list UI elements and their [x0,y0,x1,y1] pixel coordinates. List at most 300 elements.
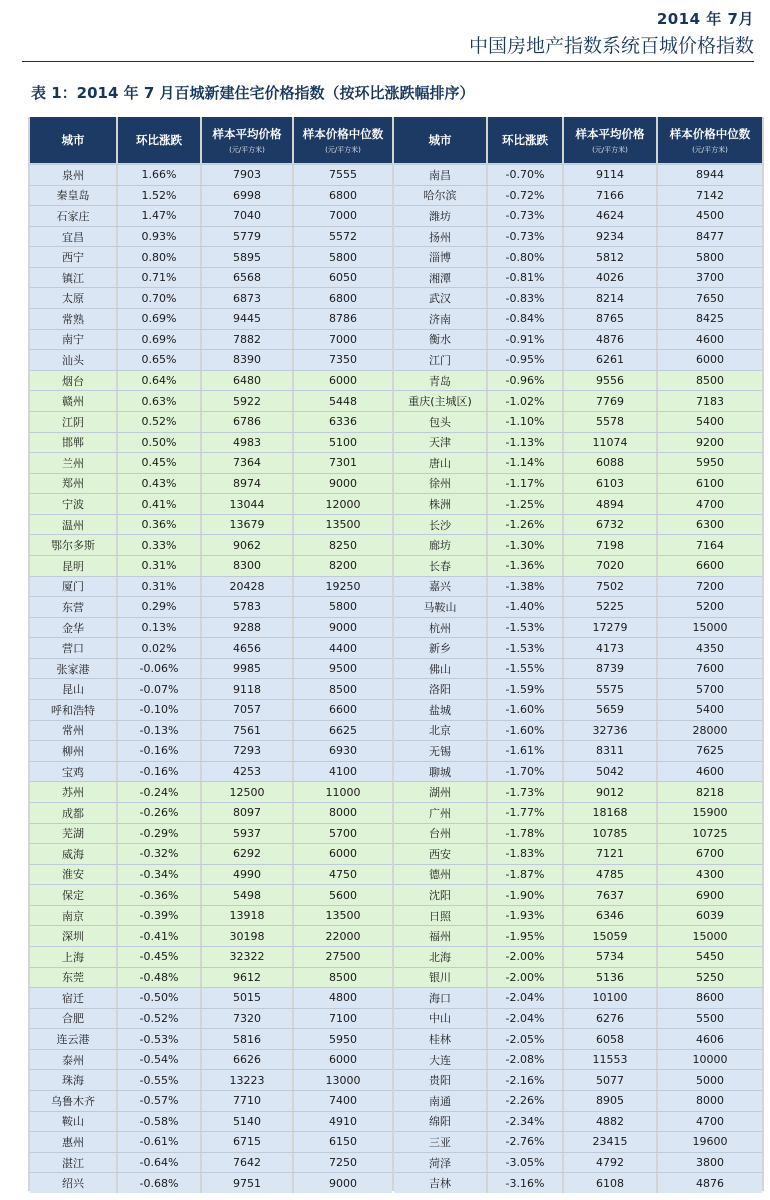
median-price-cell: 7200 [696,579,724,593]
mom-change-cell: -1.78% [488,824,564,844]
median-price-cell: 8000 [329,806,357,820]
city-cell: 天津 [394,433,488,453]
median-price-cell: 19600 [692,1135,728,1149]
table-row [30,781,392,802]
col-header-unit: (元/平方米) [229,145,265,154]
city-cell: 盐城 [394,700,488,720]
mom-change-cell: -0.68% [118,1173,202,1193]
table-row [394,1090,762,1111]
table-row [30,411,392,432]
median-price-cell: 6000 [329,374,357,388]
mom-change-cell: 0.71% [118,268,202,288]
city-cell: 张家港 [30,659,118,679]
mom-change-cell: 0.36% [118,515,202,535]
median-price-cell: 5572 [329,230,357,244]
avg-price-cell: 7198 [564,535,658,555]
avg-price-cell: 7502 [564,577,658,597]
table-body-right [394,164,762,1193]
median-price-cell: 28000 [692,723,728,737]
mom-change-cell: -0.16% [118,762,202,782]
city-cell: 湘潭 [394,268,488,288]
mom-change-cell: 0.43% [118,474,202,494]
city-cell: 杭州 [394,618,488,638]
median-price-cell: 8477 [696,230,724,244]
city-cell: 嘉兴 [394,577,488,597]
mom-change-cell: -1.59% [488,679,564,699]
avg-price-cell: 8765 [564,309,658,329]
mom-change-cell: -1.14% [488,453,564,473]
median-price-cell: 6625 [329,723,357,737]
header-divider [22,61,754,62]
mom-change-cell: -0.53% [118,1029,202,1049]
mom-change-cell: -3.16% [488,1173,564,1193]
mom-change-cell: -0.73% [488,227,564,247]
city-cell: 西安 [394,844,488,864]
table-row [30,987,392,1008]
city-cell: 武汉 [394,288,488,308]
avg-price-cell: 8974 [202,474,294,494]
mom-change-cell: 0.69% [118,330,202,350]
mom-change-cell: -1.26% [488,515,564,535]
avg-price-cell: 5783 [202,597,294,617]
mom-change-cell: -0.24% [118,782,202,802]
table-row [394,411,762,432]
col-header-unit: (元/平方米) [325,145,361,154]
mom-change-cell: -0.32% [118,844,202,864]
mom-change-cell: -2.00% [488,947,564,967]
city-cell: 宝鸡 [30,762,118,782]
avg-price-cell: 9234 [564,227,658,247]
mom-change-cell: 0.70% [118,288,202,308]
avg-price-cell: 6873 [202,288,294,308]
city-cell: 芜湖 [30,824,118,844]
col-header-mom [488,117,564,163]
table-row [30,843,392,864]
col-header-city-label: 城市 [428,133,452,147]
median-price-cell: 6700 [696,847,724,861]
city-cell: 吉林 [394,1173,488,1193]
table-row [30,617,392,638]
city-cell: 柳州 [30,741,118,761]
median-price-cell: 7301 [329,456,357,470]
avg-price-cell: 5734 [564,947,658,967]
city-cell: 秦皇岛 [30,186,118,206]
city-cell: 南昌 [394,165,488,185]
mom-change-cell: -0.58% [118,1112,202,1132]
median-price-cell: 5450 [696,950,724,964]
median-price-cell: 8600 [696,991,724,1005]
median-price-cell: 19250 [325,579,361,593]
median-price-cell: 13500 [325,518,361,532]
city-cell: 合肥 [30,1009,118,1029]
table-row [30,1131,392,1152]
city-cell: 马鞍山 [394,597,488,617]
table-caption: 表 1：2014 年 7 月百城新建住宅价格指数（按环比涨跌幅排序） [31,84,475,102]
mom-change-cell: -0.72% [488,186,564,206]
city-cell: 东营 [30,597,118,617]
city-cell: 泰州 [30,1050,118,1070]
mom-change-cell: -1.77% [488,803,564,823]
city-cell: 佛山 [394,659,488,679]
median-price-cell: 5500 [696,1011,724,1025]
median-price-cell: 8000 [696,1094,724,1108]
table-row [30,473,392,494]
median-price-cell: 5800 [696,250,724,264]
city-cell: 洛阳 [394,679,488,699]
median-price-cell: 9200 [696,435,724,449]
table-row [394,452,762,473]
median-price-cell: 4876 [696,1176,724,1190]
city-cell: 威海 [30,844,118,864]
avg-price-cell: 7057 [202,700,294,720]
table-row [30,637,392,658]
mom-change-cell: -1.83% [488,844,564,864]
table-row [30,1028,392,1049]
city-cell: 北海 [394,947,488,967]
mom-change-cell: -1.13% [488,433,564,453]
median-price-cell: 8500 [329,682,357,696]
median-price-cell: 6100 [696,476,724,490]
avg-price-cell: 13918 [202,906,294,926]
mom-change-cell: -0.06% [118,659,202,679]
city-cell: 无锡 [394,741,488,761]
median-price-cell: 9000 [329,476,357,490]
city-cell: 惠州 [30,1132,118,1152]
mom-change-cell: -0.41% [118,926,202,946]
city-cell: 南京 [30,906,118,926]
mom-change-cell: -1.73% [488,782,564,802]
mom-change-cell: 1.66% [118,165,202,185]
table-row [394,308,762,329]
median-price-cell: 3700 [696,271,724,285]
report-year: 2014 [656,10,701,28]
median-price-cell: 7000 [329,209,357,223]
median-price-cell: 7000 [329,332,357,346]
city-cell: 邯郸 [30,433,118,453]
city-cell: 中山 [394,1009,488,1029]
col-header-city [394,117,488,163]
city-cell: 江门 [394,350,488,370]
avg-price-cell: 7882 [202,330,294,350]
price-index-table [28,117,764,1191]
table-row [394,287,762,308]
mom-change-cell: -1.53% [488,638,564,658]
avg-price-cell: 7769 [564,391,658,411]
avg-price-cell: 4624 [564,206,658,226]
avg-price-cell: 4983 [202,433,294,453]
avg-price-cell: 4173 [564,638,658,658]
median-price-cell: 6600 [329,703,357,717]
median-price-cell: 7350 [329,353,357,367]
table-left-half [30,117,392,1193]
median-price-cell: 4350 [696,641,724,655]
avg-price-cell: 4882 [564,1112,658,1132]
table-row [394,905,762,926]
city-cell: 珠海 [30,1070,118,1090]
avg-price-cell: 6346 [564,906,658,926]
avg-price-cell: 8390 [202,350,294,370]
avg-price-cell: 20428 [202,577,294,597]
mom-change-cell: -0.70% [488,165,564,185]
avg-price-cell: 5659 [564,700,658,720]
city-cell: 淄博 [394,247,488,267]
table-row [394,185,762,206]
table-row [30,246,392,267]
median-price-cell: 4750 [329,867,357,881]
city-cell: 广州 [394,803,488,823]
table-row [30,720,392,741]
table-header-row [394,117,762,164]
table-row [30,802,392,823]
mom-change-cell: -0.81% [488,268,564,288]
city-cell: 呼和浩特 [30,700,118,720]
table-row [30,432,392,453]
city-cell: 苏州 [30,782,118,802]
table-row [394,432,762,453]
mom-change-cell: 0.63% [118,391,202,411]
report-month: 7 [727,10,739,28]
city-cell: 福州 [394,926,488,946]
median-price-cell: 5800 [329,600,357,614]
table-row [394,781,762,802]
avg-price-cell: 5498 [202,885,294,905]
median-price-cell: 6050 [329,271,357,285]
median-price-cell: 6039 [696,909,724,923]
city-cell: 日照 [394,906,488,926]
avg-price-cell: 7364 [202,453,294,473]
table-row [30,678,392,699]
city-cell: 宁波 [30,494,118,514]
table-row [30,390,392,411]
median-price-cell: 6930 [329,744,357,758]
mom-change-cell: -1.55% [488,659,564,679]
city-cell: 南宁 [30,330,118,350]
median-price-cell: 5950 [329,1032,357,1046]
city-cell: 青岛 [394,371,488,391]
avg-price-cell: 7561 [202,721,294,741]
city-cell: 新乡 [394,638,488,658]
avg-price-cell: 11074 [564,433,658,453]
table-row [30,823,392,844]
avg-price-cell: 5015 [202,988,294,1008]
mom-change-cell: -0.57% [118,1091,202,1111]
mom-change-cell: -0.73% [488,206,564,226]
table-row [30,493,392,514]
mom-change-cell: 0.65% [118,350,202,370]
median-price-cell: 8200 [329,559,357,573]
city-cell: 深圳 [30,926,118,946]
mom-change-cell: -0.16% [118,741,202,761]
median-price-cell: 7400 [329,1094,357,1108]
table-row [394,267,762,288]
mom-change-cell: -0.54% [118,1050,202,1070]
table-row [394,925,762,946]
city-cell: 长沙 [394,515,488,535]
avg-price-cell: 8739 [564,659,658,679]
avg-price-cell: 5225 [564,597,658,617]
mom-change-cell: 0.29% [118,597,202,617]
table-row [394,493,762,514]
avg-price-cell: 4026 [564,268,658,288]
mom-change-cell: -2.16% [488,1070,564,1090]
col-header-avg-price [564,117,658,163]
median-price-cell: 8218 [696,785,724,799]
table-row [30,946,392,967]
table-row [30,349,392,370]
table-row [394,1008,762,1029]
city-cell: 昆明 [30,556,118,576]
col-header-city [30,117,118,163]
table-row [394,555,762,576]
city-cell: 鄂尔多斯 [30,535,118,555]
table-row [394,761,762,782]
mom-change-cell: -1.90% [488,885,564,905]
table-row [30,534,392,555]
city-cell: 上海 [30,947,118,967]
col-header-unit: (元/平方米) [692,145,728,154]
mom-change-cell: -1.17% [488,474,564,494]
median-price-cell: 4300 [696,867,724,881]
table-row [30,925,392,946]
avg-price-cell: 8214 [564,288,658,308]
avg-price-cell: 9114 [564,165,658,185]
table-row [30,185,392,206]
mom-change-cell: -1.60% [488,721,564,741]
median-price-cell: 8425 [696,312,724,326]
table-row [394,946,762,967]
table-row [30,740,392,761]
city-cell: 泉州 [30,165,118,185]
avg-price-cell: 17279 [564,618,658,638]
table-row [394,370,762,391]
col-header-avg-price-label: 样本平均价格 [575,126,645,141]
table-row [394,740,762,761]
mom-change-cell: 0.52% [118,412,202,432]
city-cell: 连云港 [30,1029,118,1049]
avg-price-cell: 6715 [202,1132,294,1152]
median-price-cell: 8500 [696,374,724,388]
report-title: 中国房地产指数系统百城价格指数 [468,35,754,57]
avg-price-cell: 5578 [564,412,658,432]
median-price-cell: 7142 [696,188,724,202]
median-price-cell: 6800 [329,188,357,202]
mom-change-cell: -0.55% [118,1070,202,1090]
city-cell: 淮安 [30,865,118,885]
city-cell: 包头 [394,412,488,432]
median-price-cell: 7555 [329,168,357,182]
avg-price-cell: 7903 [202,165,294,185]
avg-price-cell: 8311 [564,741,658,761]
avg-price-cell: 30198 [202,926,294,946]
avg-price-cell: 7020 [564,556,658,576]
table-row [30,1152,392,1173]
table-row [30,1172,392,1193]
median-price-cell: 10000 [692,1053,728,1067]
median-price-cell: 13000 [325,1073,361,1087]
table-row [30,699,392,720]
mom-change-cell: -2.08% [488,1050,564,1070]
city-cell: 湖州 [394,782,488,802]
city-cell: 重庆(主城区) [394,391,488,411]
median-price-cell: 4400 [329,641,357,655]
mom-change-cell: -0.84% [488,309,564,329]
median-price-cell: 8944 [696,168,724,182]
median-price-cell: 5100 [329,435,357,449]
table-row [394,1069,762,1090]
avg-price-cell: 9445 [202,309,294,329]
table-row [394,390,762,411]
median-price-cell: 9000 [329,1176,357,1190]
city-cell: 株洲 [394,494,488,514]
city-cell: 镇江 [30,268,118,288]
mom-change-cell: -2.00% [488,968,564,988]
mom-change-cell: 0.93% [118,227,202,247]
col-header-median-price [294,117,392,163]
city-cell: 温州 [30,515,118,535]
mom-change-cell: 0.69% [118,309,202,329]
table-row [30,1090,392,1111]
mom-change-cell: 0.50% [118,433,202,453]
table-row [394,1111,762,1132]
city-cell: 乌鲁木齐 [30,1091,118,1111]
table-row [30,452,392,473]
median-price-cell: 7625 [696,744,724,758]
table-row [30,1008,392,1029]
median-price-cell: 9500 [329,662,357,676]
avg-price-cell: 5937 [202,824,294,844]
mom-change-cell: -1.53% [488,618,564,638]
avg-price-cell: 6103 [564,474,658,494]
avg-price-cell: 9985 [202,659,294,679]
mom-change-cell: -0.80% [488,247,564,267]
mom-change-cell: -1.87% [488,865,564,885]
avg-price-cell: 11553 [564,1050,658,1070]
avg-price-cell: 4876 [564,330,658,350]
table-row [30,967,392,988]
city-cell: 绍兴 [30,1173,118,1193]
median-price-cell: 5600 [329,888,357,902]
median-price-cell: 3800 [696,1156,724,1170]
median-price-cell: 5200 [696,600,724,614]
table-row [30,884,392,905]
col-header-mom-label: 环比涨跌 [136,133,182,147]
avg-price-cell: 7642 [202,1153,294,1173]
mom-change-cell: -0.34% [118,865,202,885]
table-row [394,987,762,1008]
avg-price-cell: 5136 [564,968,658,988]
mom-change-cell: 0.31% [118,577,202,597]
table-row [394,596,762,617]
avg-price-cell: 6058 [564,1029,658,1049]
avg-price-cell: 5812 [564,247,658,267]
mom-change-cell: -2.04% [488,1009,564,1029]
city-cell: 太原 [30,288,118,308]
avg-price-cell: 10100 [564,988,658,1008]
table-row [394,884,762,905]
city-cell: 西宁 [30,247,118,267]
avg-price-cell: 8300 [202,556,294,576]
col-header-median-price [658,117,762,163]
median-price-cell: 8786 [329,312,357,326]
table-row [30,1049,392,1070]
mom-change-cell: 0.31% [118,556,202,576]
mom-change-cell: 0.64% [118,371,202,391]
mom-change-cell: -1.95% [488,926,564,946]
city-cell: 常熟 [30,309,118,329]
city-cell: 厦门 [30,577,118,597]
city-cell: 菏泽 [394,1153,488,1173]
median-price-cell: 15900 [692,806,728,820]
